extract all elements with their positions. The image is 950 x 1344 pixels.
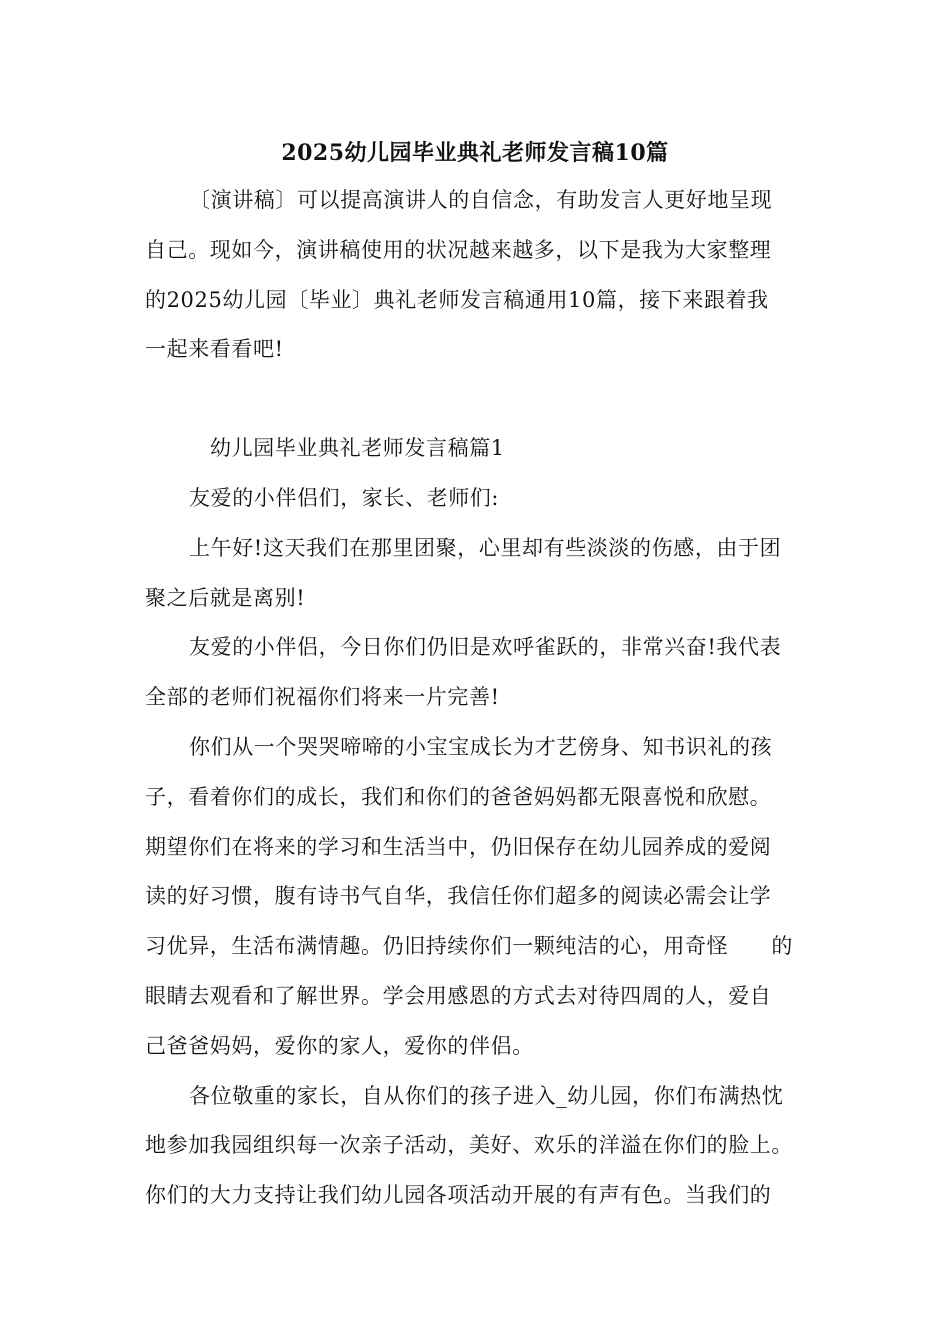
body-line: 全部的老师们祝福你们将来一片完善! <box>145 685 500 710</box>
body-line: 各位敬重的家长，自从你们的孩子进入_幼儿园，你们布满热忱 <box>189 1083 784 1108</box>
body-line: 友爱的小伴侣，今日你们仍旧是欢呼雀跃的，非常兴奋!我代表 <box>189 635 782 660</box>
intro-line: 的2025幼儿园〔毕业〕典礼老师发言稿通用10篇，接下来跟着我 <box>145 287 769 312</box>
intro-line: 〔演讲稿〕可以提高演讲人的自信念，有助发言人更好地呈现 <box>189 188 773 212</box>
body-line: 期望你们在将来的学习和生活当中，仍旧保存在幼儿园养成的爱阅 <box>145 834 772 859</box>
body-line: 读的好习惯，腹有诗书气自华，我信任你们超多的阅读必需会让学 <box>145 884 772 909</box>
speech-body <box>145 474 825 1221</box>
body-line: 己爸爸妈妈，爱你的家人，爱你的伴侣。 <box>145 1033 534 1058</box>
document-title: 2025幼儿园毕业典礼老师发言稿10篇 <box>281 140 669 166</box>
body-line: 你们的大力支持让我们幼儿园各项活动开展的有声有色。当我们的 <box>145 1183 772 1208</box>
body-line: 子，看着你们的成长，我们和你们的爸爸妈妈都无限喜悦和欣慰。 <box>145 784 772 809</box>
body-line: 上午好!这天我们在那里团聚，心里却有些淡淡的伤感，由于团 <box>189 535 782 560</box>
body-line: 地参加我园组织每一次亲子活动，美好、欢乐的洋溢在你们的脸上。 <box>145 1133 793 1158</box>
intro-line: 一起来看看吧! <box>145 337 284 362</box>
section-heading: 幼儿园毕业典礼老师发言稿篇1 <box>210 436 505 460</box>
intro-paragraph <box>145 176 825 375</box>
body-line: 眼睛去观看和了解世界。学会用感恩的方式去对待四周的人，爱自 <box>145 983 772 1008</box>
body-line: 聚之后就是离别! <box>145 585 306 610</box>
body-line: 你们从一个哭哭啼啼的小宝宝成长为才艺傍身、知书识礼的孩 <box>189 734 773 759</box>
body-line: 习优异，生活布满情趣。仍旧持续你们一颗纯洁的心，用奇怪 的 <box>145 934 793 959</box>
body-line: 友爱的小伴侣们，家长、老师们: <box>189 486 500 510</box>
intro-line: 自己。现如今，演讲稿使用的状况越来越多，以下是我为大家整理 <box>145 237 772 262</box>
